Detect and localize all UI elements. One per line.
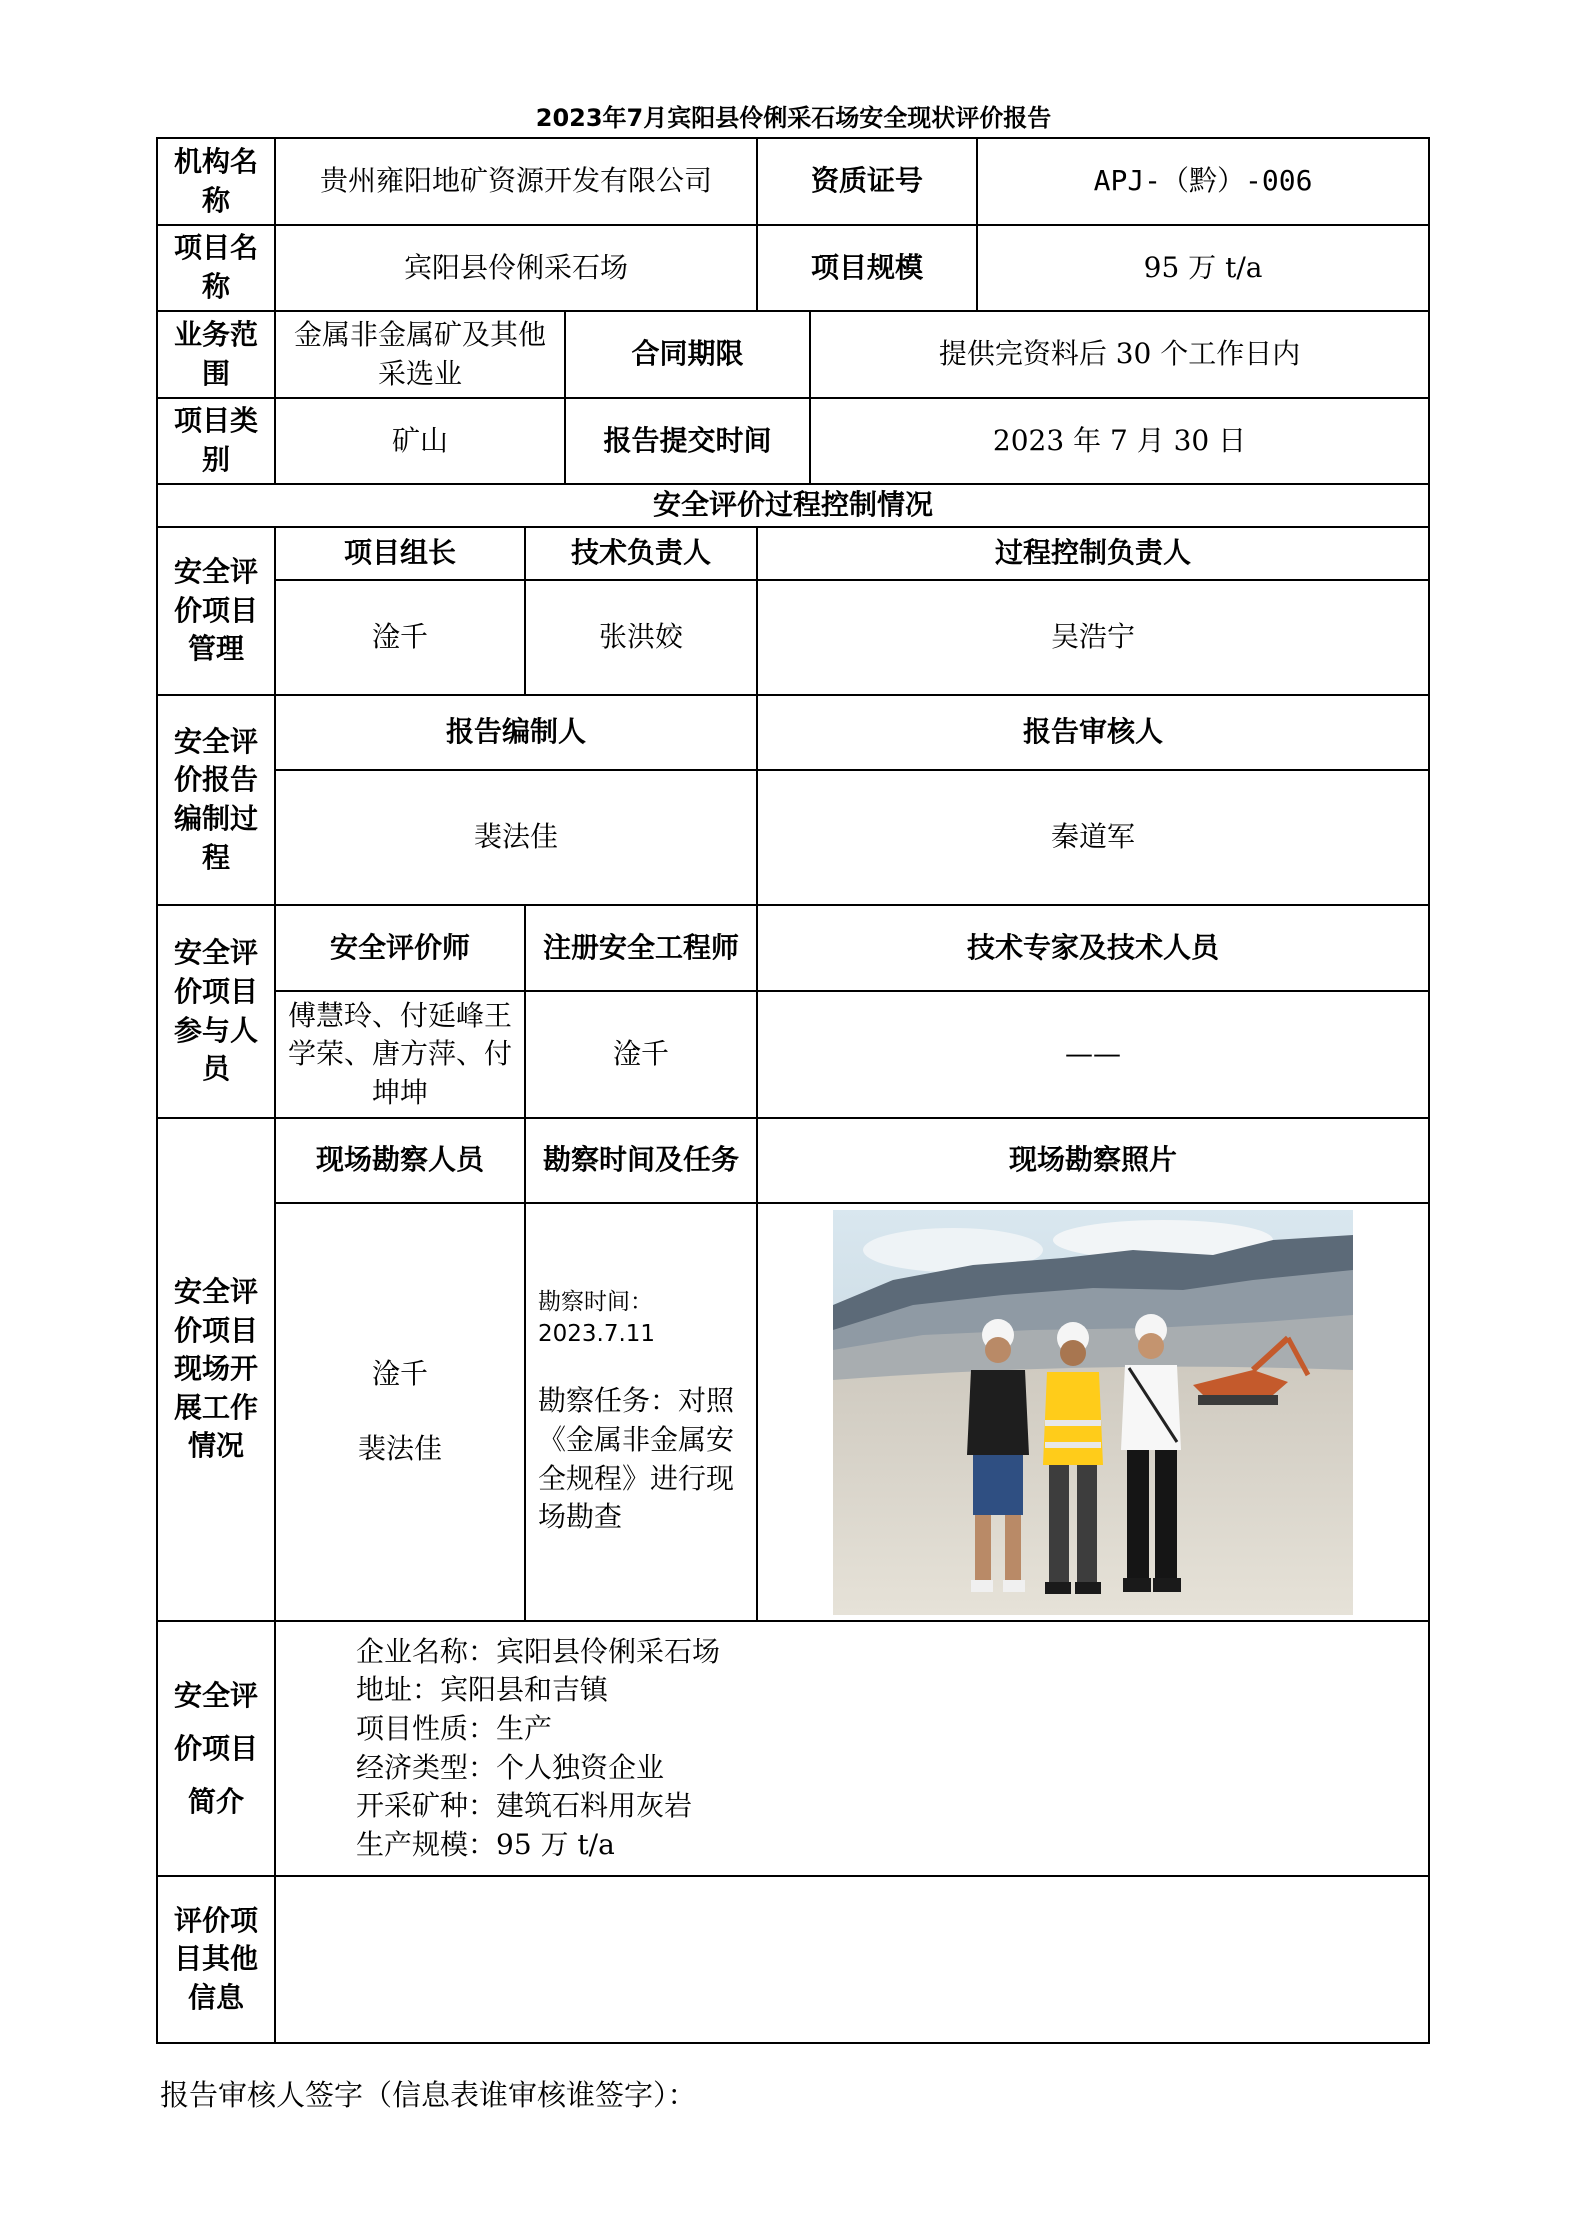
site-photo: [833, 1210, 1353, 1615]
leader-value: 淦千: [275, 580, 525, 695]
site-person-1: 淦千: [371, 1357, 428, 1391]
intro-line-address: 地址：宾阳县和吉镇: [356, 1673, 609, 1707]
site-time-header: 勘察时间及任务: [525, 1118, 757, 1203]
management-label: 安全评价项目管理: [157, 527, 275, 695]
evaluators-value: 傅慧玲、付延峰王学荣、唐方萍、付坤坤: [275, 991, 525, 1118]
scale-label: 项目规模: [757, 225, 977, 311]
scope-label: 业务范围: [157, 311, 275, 398]
expert-header: 技术专家及技术人员: [757, 905, 1429, 991]
author-value: 裴法佳: [275, 770, 757, 905]
submit-label: 报告提交时间: [565, 398, 810, 484]
survey-task: 勘察任务：对照《金属非金属安全规程》进行现场勘查: [538, 1384, 735, 1534]
tech-header: 技术负责人: [525, 527, 757, 580]
category-label: 项目类别: [157, 398, 275, 484]
intro-content: [275, 1621, 1429, 1876]
contract-value: 提供完资料后 30 个工作日内: [810, 311, 1429, 398]
control-header: 过程控制负责人: [757, 527, 1429, 580]
reviewer-signature-line: 报告审核人签字（信息表谁审核谁签字）：: [160, 2078, 697, 2112]
qual-value: APJ-（黔）-006: [977, 138, 1429, 225]
reviewer-header: 报告审核人: [757, 695, 1429, 770]
process-section-title: 安全评价过程控制情况: [157, 484, 1429, 527]
evaluator-header: 安全评价师: [275, 905, 525, 991]
site-personnel-value: [275, 1203, 525, 1621]
contract-label: 合同期限: [565, 311, 810, 398]
survey-time-value: 2023.7.11: [538, 1320, 656, 1347]
intro-line-nature: 项目性质：生产: [356, 1711, 553, 1745]
site-photo-header: 现场勘察照片: [757, 1118, 1429, 1203]
engineer-value: 淦千: [525, 991, 757, 1118]
intro-line-economy: 经济类型：个人独资企业: [356, 1750, 665, 1784]
participants-label: 安全评价项目参与人员: [157, 905, 275, 1118]
site-photo-cell: [757, 1203, 1429, 1621]
site-time-value: [525, 1203, 757, 1621]
scale-value: 95 万 t/a: [977, 225, 1429, 311]
other-info-value: [275, 1876, 1429, 2043]
experts-value: ——: [757, 991, 1429, 1118]
engineer-header: 注册安全工程师: [525, 905, 757, 991]
intro-line-company: 企业名称：宾阳县伶俐采石场: [356, 1634, 721, 1668]
site-person-2: 裴法佳: [357, 1432, 442, 1465]
scope-value: 金属非金属矿及其他采选业: [275, 311, 565, 398]
tech-value: 张洪姣: [525, 580, 757, 695]
control-value: 吴浩宁: [757, 580, 1429, 695]
compilation-label: 安全评价报告编制过程: [157, 695, 275, 905]
survey-time-label: 勘察时间：: [538, 1289, 653, 1316]
submit-value: 2023 年 7 月 30 日: [810, 398, 1429, 484]
org-label: 机构名称: [157, 138, 275, 225]
info-table: [156, 137, 1430, 2044]
leader-header: 项目组长: [275, 527, 525, 580]
qual-label: 资质证号: [757, 138, 977, 225]
org-value: 贵州雍阳地矿资源开发有限公司: [275, 138, 757, 225]
intro-line-mineral: 开采矿种：建筑石料用灰岩: [356, 1789, 693, 1823]
intro-line-scale: 生产规模：95 万 t/a: [356, 1827, 615, 1861]
reviewer-value: 秦道军: [757, 770, 1429, 905]
intro-label: 安全评价项目简介: [157, 1621, 275, 1876]
other-info-label: 评价项目其他信息: [157, 1876, 275, 2043]
author-header: 报告编制人: [275, 695, 757, 770]
project-name-label: 项目名称: [157, 225, 275, 311]
site-label: 安全评价项目现场开展工作情况: [157, 1118, 275, 1621]
document-title: 2023年7月宾阳县伶俐采石场安全现状评价报告: [535, 104, 1052, 132]
site-personnel-header: 现场勘察人员: [275, 1118, 525, 1203]
project-name-value: 宾阳县伶俐采石场: [275, 225, 757, 311]
category-value: 矿山: [275, 398, 565, 484]
